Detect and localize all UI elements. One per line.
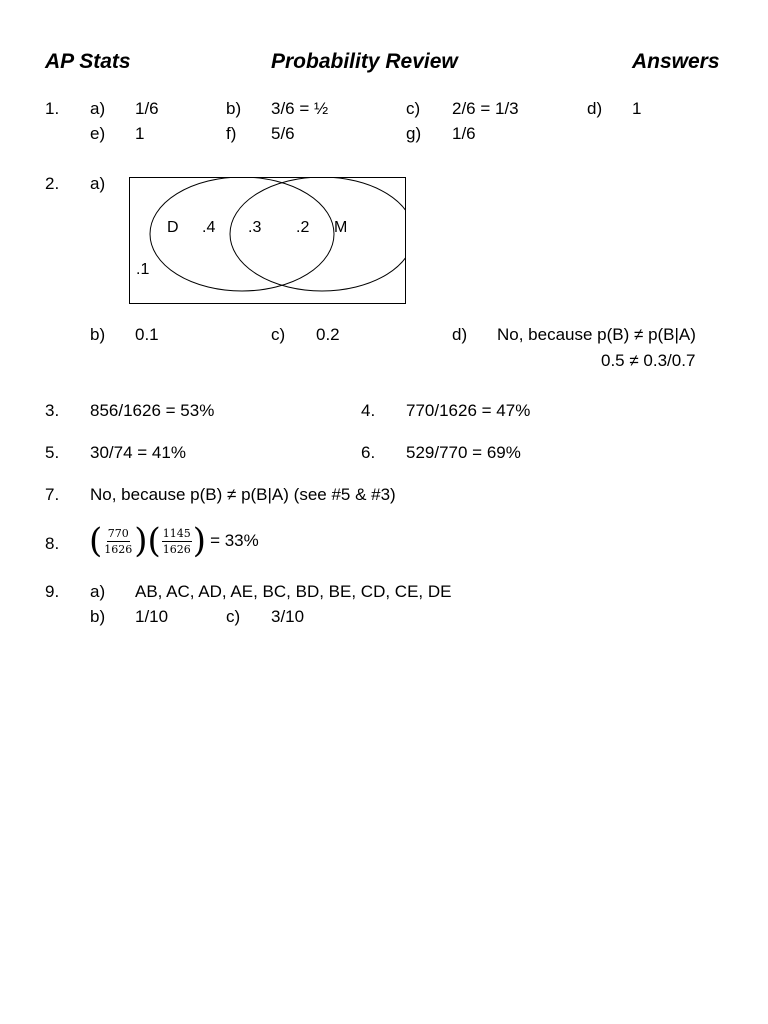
part-answer: 0.2 (316, 325, 340, 344)
part-label: c) (226, 607, 241, 626)
venn-label-d: D (167, 219, 179, 236)
part-answer: 1 (632, 99, 642, 118)
fraction-1-numerator: 770 (107, 526, 129, 540)
question-8-result: = 33% (210, 531, 259, 550)
question-7-answer: No, because p(B) ≠ p(B|A) (see #5 & #3) (90, 485, 396, 504)
question-5-answer: 30/74 = 41% (90, 443, 186, 462)
paren-open: ( (147, 521, 161, 561)
question-number: 9. (45, 582, 60, 601)
part-label: c) (271, 325, 286, 344)
paren-open: ( (89, 521, 103, 561)
part-label: e) (90, 124, 106, 143)
paren-close: ) (192, 521, 207, 561)
question-number: 3. (45, 401, 60, 420)
paren-close: ) (134, 521, 148, 561)
question-number: 5. (45, 443, 60, 462)
question-number: 7. (45, 485, 60, 504)
part-label: f) (226, 124, 237, 143)
part-answer: 1 (135, 124, 145, 143)
part-answer: 0.1 (135, 325, 159, 344)
header-left: AP Stats (45, 50, 131, 73)
part-answer-line2: 0.5 ≠ 0.3/0.7 (601, 351, 696, 370)
part-answer: AB, AC, AD, AE, BC, BD, BE, CD, CE, DE (135, 582, 452, 601)
question-3-answer: 856/1626 = 53% (90, 401, 215, 420)
venn-diagram (129, 177, 406, 304)
venn-label-m: M (334, 219, 348, 236)
part-answer: 2/6 = 1/3 (452, 99, 519, 118)
fraction-2-denominator: 1626 (162, 542, 191, 556)
part-answer: No, because p(B) ≠ p(B|A) (497, 325, 696, 344)
fraction-1 (102, 527, 134, 556)
part-label: d) (587, 99, 603, 118)
part-answer: 1/6 (135, 99, 159, 118)
part-label: c) (406, 99, 421, 118)
fraction-1-denominator: 1626 (104, 542, 133, 556)
header-title: Probability Review (271, 50, 458, 73)
part-label: a) (90, 174, 106, 193)
question-number: 8. (45, 534, 60, 553)
header-right: Answers (632, 50, 720, 73)
venn-value-both: .3 (248, 219, 262, 236)
part-label: d) (452, 325, 468, 344)
part-label: a) (90, 582, 106, 601)
part-answer: 1/6 (452, 124, 476, 143)
venn-value-neither: .1 (136, 261, 150, 278)
question-number: 4. (361, 401, 376, 420)
part-label: b) (90, 325, 106, 344)
question-6-answer: 529/770 = 69% (406, 443, 521, 462)
part-label: b) (226, 99, 242, 118)
part-label: g) (406, 124, 422, 143)
venn-value-d-only: .4 (202, 219, 216, 236)
question-number: 6. (361, 443, 376, 462)
question-number: 1. (45, 99, 60, 118)
part-label: a) (90, 99, 106, 118)
part-label: b) (90, 607, 106, 626)
question-number: 2. (45, 174, 60, 193)
part-answer: 3/10 (271, 607, 305, 626)
venn-value-m-only: .2 (296, 219, 310, 236)
part-answer: 5/6 (271, 124, 295, 143)
part-answer: 3/6 = ½ (271, 99, 329, 118)
question-8-expression (89, 521, 259, 561)
part-answer: 1/10 (135, 607, 169, 626)
fraction-2-numerator: 1145 (162, 526, 191, 540)
fraction-2 (161, 527, 193, 556)
question-4-answer: 770/1626 = 47% (406, 401, 531, 420)
